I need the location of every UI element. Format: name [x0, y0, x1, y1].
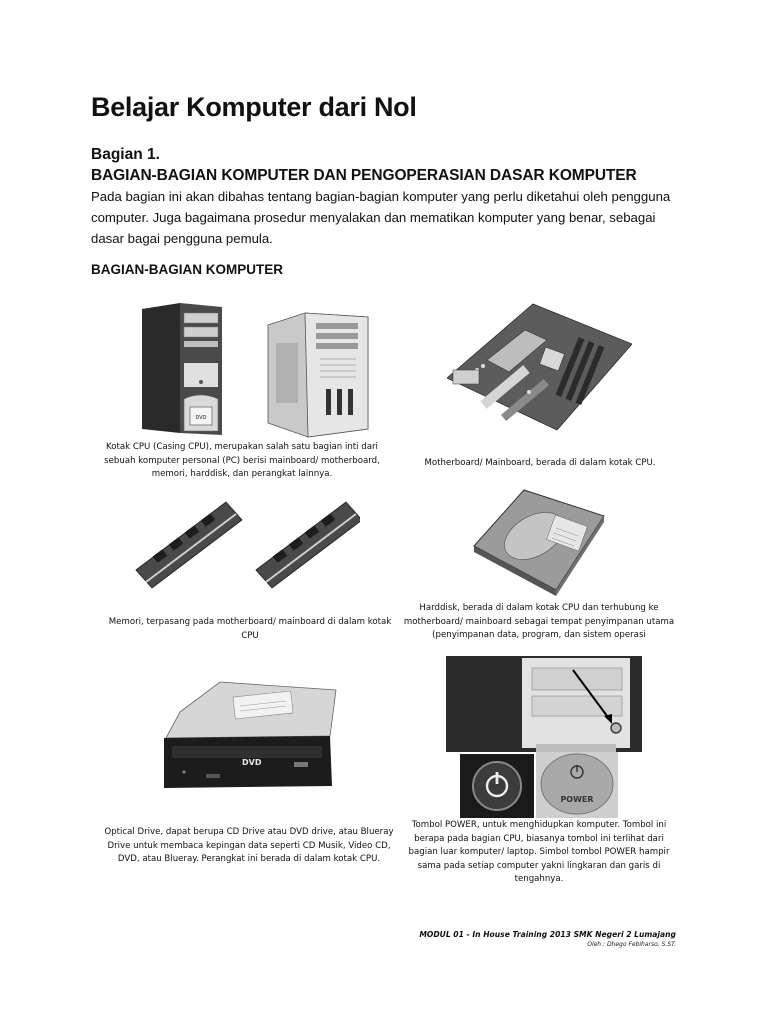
- footer-author: Oleh : Dhego Febiharso, S.ST.: [587, 941, 676, 948]
- cpu-case-caption: Kotak CPU (Casing CPU), merupakan salah satu bagian inti dari sebuah komputer personal (PC) berisi mainboard/ motherboard, memori, harddisk, dan perangkat lainnya.: [104, 442, 380, 479]
- memory-caption: Memori, terpasang pada motherboard/ mainboard di dalam kotak CPU: [108, 617, 392, 641]
- motherboard-caption: Motherboard/ Mainboard, berada di dalam kotak CPU.: [424, 458, 656, 468]
- optical-drive-caption: Optical Drive, dapat berupa CD Drive atau DVD drive, atau Blueray Drive untuk membaca kepingan data seperti CD Musik, Video CD, DVD, atau Blueray. Perangkat ini berada di dalam kotak CPU.: [104, 827, 394, 864]
- tray-label: DVD: [242, 758, 262, 767]
- intro-paragraph: Pada bagian ini akan dibahas tentang bagian-bagian komputer yang perlu diketahui oleh pengguna computer. Juga bagaimana prosedur menyalakan dan mematikan komputer yang benar, sebagai dasar bagai pengguna pemula.: [91, 189, 671, 246]
- case-front-label: DVD: [195, 415, 207, 421]
- document-title: Belajar Komputer dari Nol: [91, 92, 417, 122]
- cpu-case-image: [140, 303, 385, 438]
- section-heading: BAGIAN-BAGIAN KOMPUTER DAN PENGOPERASIAN DASAR KOMPUTER: [91, 167, 637, 184]
- power-button-caption: Tombol POWER, untuk menghidupkan komputer. Tombol ini berapa pada bagian CPU, biasanya tombol ini terlihat dari bagian luar komputer/ laptop. Simbol tombol POWER hampir sama pada setiap computer yakni lingkaran dan garis di tengahnya.: [408, 820, 670, 884]
- subsection-heading: BAGIAN-BAGIAN KOMPUTER: [91, 262, 283, 277]
- motherboard-image: [447, 300, 632, 435]
- power-button-image: [446, 656, 642, 820]
- memory-image: [130, 492, 360, 592]
- part-label: Bagian 1.: [91, 146, 160, 163]
- power-text: POWER: [560, 795, 594, 804]
- harddisk-caption: Harddisk, berada di dalam kotak CPU dan terhubung ke motherboard/ mainboard sebagai tempat penyimpanan utama (penyimpanan data, program, dan sistem operasi: [403, 603, 675, 640]
- footer-module: MODUL 01 - In House Training 2013 SMK Negeri 2 Lumajang: [419, 930, 676, 939]
- optical-drive-image: [160, 676, 338, 794]
- harddisk-image: [472, 486, 607, 596]
